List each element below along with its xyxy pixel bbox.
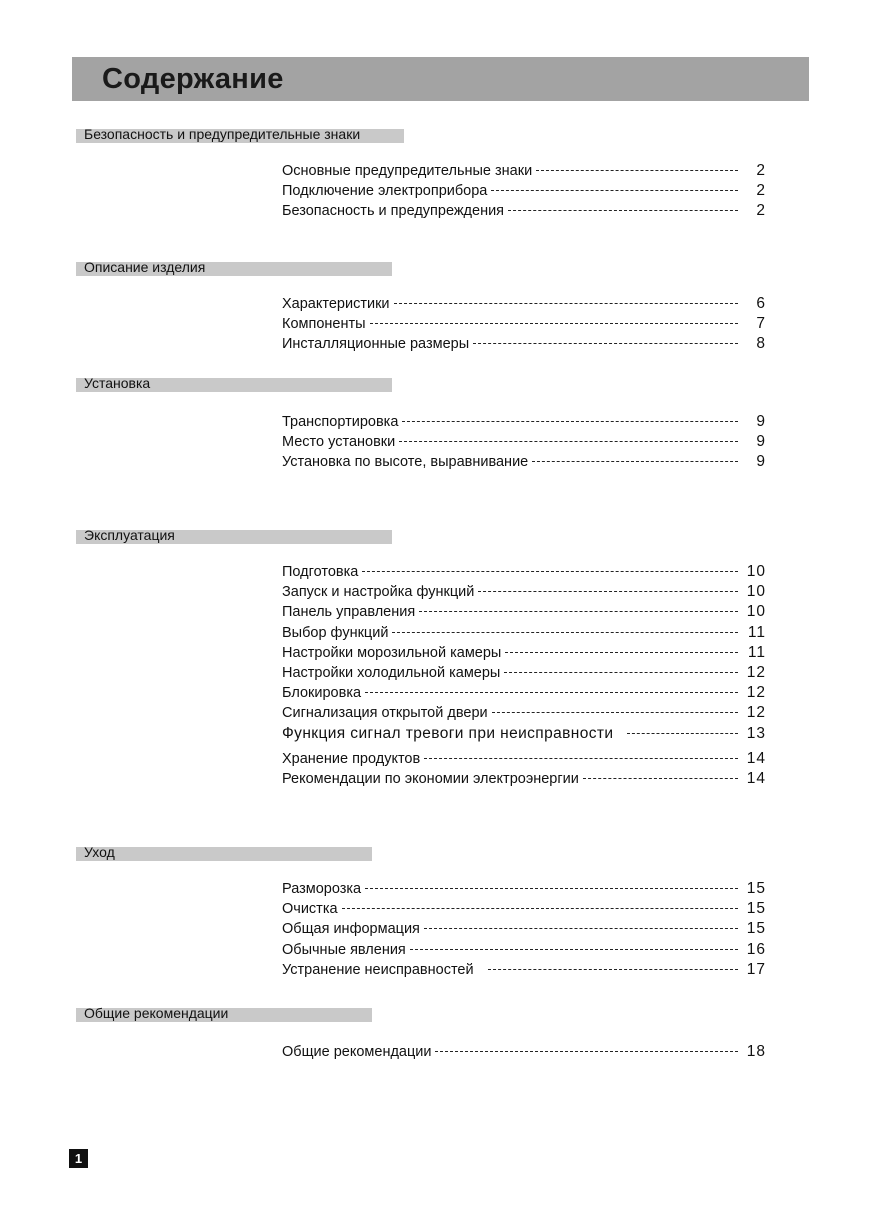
toc-entry[interactable] [282,899,766,919]
section-title: Эксплуатация [84,527,175,543]
dot-leader [342,908,738,909]
entry-page: 7 [756,315,766,333]
toc-entry[interactable] [282,562,766,582]
dot-leader [488,969,738,970]
entry-page: 8 [756,335,766,353]
entry-page: 15 [746,880,766,897]
entry-list [282,412,766,473]
entry-label: Инсталляционные размеры [282,336,470,353]
entry-page: 14 [746,749,766,767]
entry-page: 11 [747,643,766,661]
toc-entry[interactable] [282,769,766,789]
entry-label: Подключение электроприбора [282,183,488,200]
dot-leader [419,611,738,612]
section-bar [76,847,372,861]
toc-entry[interactable] [282,623,766,643]
toc-entry[interactable] [282,919,766,939]
toc-entry[interactable] [282,749,766,769]
dot-leader [473,343,738,344]
entry-page: 16 [746,940,766,958]
dot-leader [505,652,738,653]
entry-list [282,294,766,355]
dot-leader [492,712,738,713]
entry-label: Панель управления [282,604,416,621]
entry-label: Настройки холодильной камеры [282,664,501,681]
entry-label: Выбор функций [282,624,389,641]
dot-leader [365,888,738,889]
entry-page: 15 [746,900,766,918]
entry-page: 2 [756,162,766,179]
toc-entry[interactable] [282,683,766,703]
entry-list [282,161,766,222]
dot-leader [508,210,738,211]
toc-entry[interactable] [282,663,766,683]
entry-label: Очистка [282,901,338,918]
entry-label: Общие рекомендации [282,1044,432,1060]
dot-leader [399,441,738,442]
entry-page: 18 [746,1043,766,1060]
section-title: Безопасность и предупредительные знаки [84,126,361,142]
dot-leader [583,778,738,779]
entry-label: Хранение продуктов [282,750,421,767]
toc-entry[interactable] [282,201,766,221]
entry-label: Устранение неисправностей [282,961,474,978]
entry-page: 15 [746,920,766,938]
toc-entry[interactable] [282,879,766,899]
entry-label: Функция сигнал тревоги при неисправности [282,724,614,742]
toc-entry[interactable] [282,452,766,472]
dot-leader [532,461,738,462]
entry-page: 6 [756,295,766,312]
entry-page: 2 [756,202,766,220]
entry-page: 9 [756,453,766,471]
dot-leader [478,591,738,592]
entry-label: Рекомендации по экономии электроэнергии [282,770,579,787]
toc-entry[interactable] [282,724,766,749]
toc-entry[interactable] [282,432,766,452]
dot-leader [435,1051,738,1052]
entry-page: 11 [747,623,766,641]
section-title: Общие рекомендации [84,1005,229,1021]
entry-page: 14 [746,769,766,787]
page-title: Содержание [102,63,284,95]
entry-page: 9 [756,413,766,430]
toc-entry[interactable] [282,412,766,432]
entry-page: 2 [756,182,766,200]
dot-leader [394,303,738,304]
dot-leader [504,672,738,673]
entry-page: 12 [746,684,766,702]
toc-entry[interactable] [282,602,766,622]
dot-leader [402,421,738,422]
entry-page: 9 [756,433,766,451]
section-title: Описание изделия [84,259,206,275]
entry-page: 10 [746,563,766,580]
toc-entry[interactable] [282,1042,766,1062]
entry-label: Компоненты [282,316,366,333]
entry-label: Настройки морозильной камеры [282,644,502,661]
entry-label: Безопасность и предупреждения [282,203,505,220]
entry-page: 13 [746,724,766,742]
entry-page: 12 [746,704,766,722]
page-number: 1 [69,1149,88,1168]
toc-entry[interactable] [282,643,766,663]
toc-entry[interactable] [282,940,766,960]
entry-label: Сигнализация открытой двери [282,705,488,722]
section-title: Уход [84,844,115,860]
entry-label: Место установки [282,434,396,451]
entry-label: Обычные явления [282,941,406,958]
entry-label: Подготовка [282,564,359,580]
entry-label: Общая информация [282,921,420,938]
dot-leader [491,190,738,191]
toc-entry[interactable] [282,181,766,201]
entry-page: 10 [746,603,766,621]
entry-label: Транспортировка [282,414,399,430]
dot-leader [392,632,738,633]
entry-label: Установка по высоте, выравнивание [282,454,529,471]
toc-entry[interactable] [282,703,766,723]
entry-label: Характеристики [282,296,390,312]
toc-entry[interactable] [282,582,766,602]
entry-label: Запуск и настройка функций [282,584,475,601]
toc-entry[interactable] [282,960,766,980]
dot-leader [536,170,738,171]
dot-leader [410,949,738,950]
entry-list [282,562,766,789]
entry-list [282,1042,766,1062]
dot-leader [362,571,738,572]
entry-page: 12 [746,663,766,681]
entry-label: Основные предупредительные знаки [282,163,533,179]
entry-label: Блокировка [282,685,362,702]
title-bar [72,57,809,101]
dot-leader [365,692,738,693]
entry-page: 17 [746,960,766,978]
toc-entry[interactable] [282,294,766,314]
toc-entry[interactable] [282,314,766,334]
dot-leader [370,323,738,324]
section-title: Установка [84,375,151,391]
entry-page: 10 [746,583,766,601]
entry-label: Разморозка [282,881,362,897]
dot-leader [424,928,738,929]
toc-entry[interactable] [282,334,766,354]
toc-entry[interactable] [282,161,766,181]
dot-leader [627,733,738,734]
entry-list [282,879,766,980]
dot-leader [424,758,738,759]
